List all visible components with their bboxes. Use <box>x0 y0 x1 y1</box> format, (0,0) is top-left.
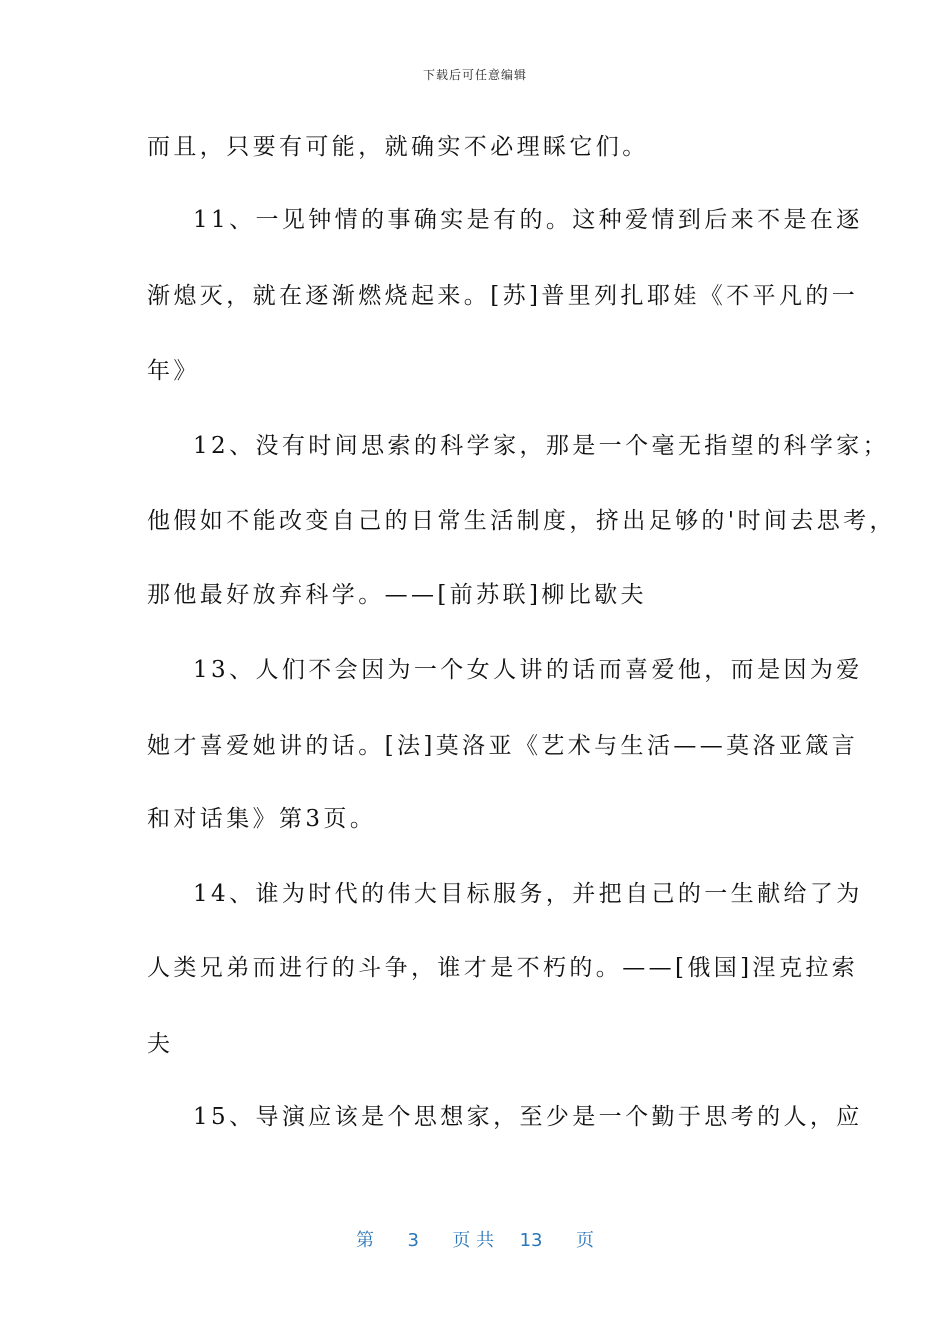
footer-middle: 页 共 <box>452 1230 495 1251</box>
current-page-number: 3 <box>407 1230 419 1251</box>
text-line: 他假如不能改变自己的日常生活制度，挤出足够的'时间去思考， <box>147 508 896 534</box>
text-line: 12、没有时间思索的科学家，那是一个毫无指望的科学家； <box>193 433 890 459</box>
total-pages-number: 13 <box>519 1230 543 1251</box>
page-footer <box>0 1226 950 1252</box>
text-line: 11、一见钟情的事确实是有的。这种爱情到后来不是在逐 <box>193 207 863 233</box>
text-line: 和对话集》第3页。 <box>147 806 377 832</box>
text-line: 那他最好放弃科学。——[前苏联]柳比歇夫 <box>147 582 647 608</box>
text-line: 人类兄弟而进行的斗争，谁才是不朽的。——[俄国]涅克拉索 <box>147 955 859 981</box>
text-line: 年》 <box>147 358 200 384</box>
footer-suffix: 页 <box>575 1230 594 1251</box>
text-line: 渐熄灭，就在逐渐燃烧起来。[苏]普里列扎耶娃《不平凡的一 <box>147 283 859 309</box>
text-line: 她才喜爱她讲的话。[法]莫洛亚《艺术与生活——莫洛亚箴言 <box>147 733 859 759</box>
page-header: 下载后可任意编辑 <box>422 68 527 82</box>
footer-prefix: 第 <box>356 1230 375 1251</box>
text-line: 夫 <box>147 1031 174 1057</box>
text-line: 15、导演应该是个思想家，至少是一个勤于思考的人，应 <box>193 1104 863 1130</box>
text-line: 14、谁为时代的伟大目标服务，并把自己的一生献给了为 <box>193 881 863 907</box>
text-line: 而且，只要有可能，就确实不必理睬它们。 <box>147 134 649 160</box>
text-line: 13、人们不会因为一个女人讲的话而喜爱他，而是因为爱 <box>193 657 863 683</box>
